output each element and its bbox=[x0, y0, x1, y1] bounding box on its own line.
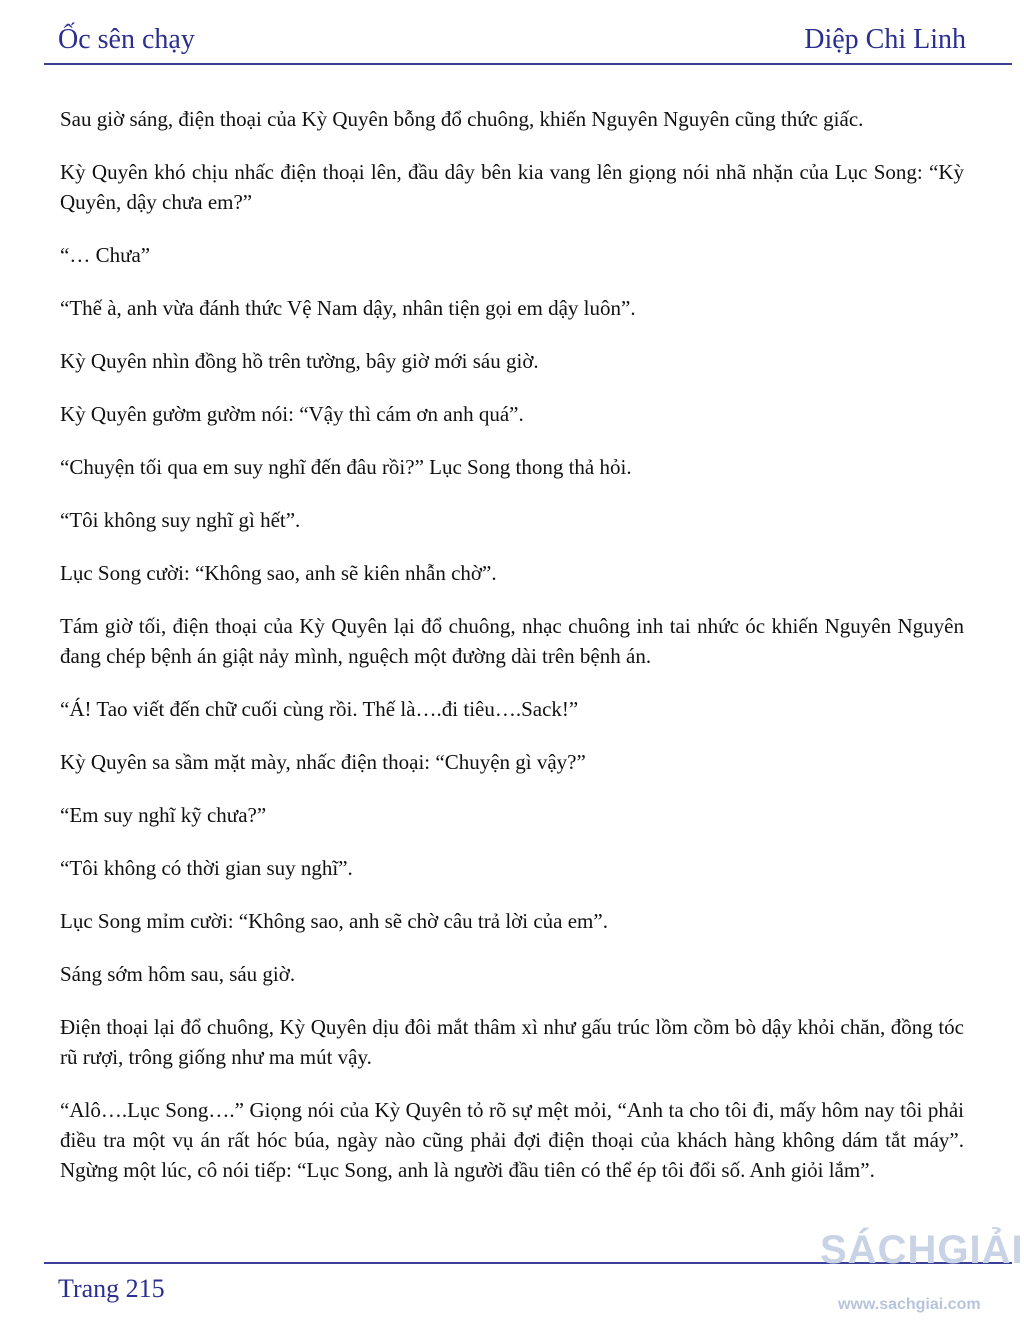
page-header bbox=[58, 22, 966, 62]
paragraph: Lục Song mỉm cười: “Không sao, anh sẽ chờ câu trả lời của em”. bbox=[60, 909, 608, 933]
paragraph: Tám giờ tối, điện thoại của Kỳ Quyên lại đổ chuông, nhạc chuông inh tai nhức óc khiến Nguyên Nguyên đang chép bệnh án giật nảy mình, nguệch một đường dài trên bệnh án. bbox=[60, 614, 964, 668]
paragraph: “Chuyện tối qua em suy nghĩ đến đâu rồi?” Lục Song thong thả hỏi. bbox=[60, 455, 632, 479]
paragraph: Kỳ Quyên sa sầm mặt mày, nhấc điện thoại: “Chuyện gì vậy?” bbox=[60, 750, 586, 774]
paragraph: “Tôi không suy nghĩ gì hết”. bbox=[60, 508, 301, 532]
watermark bbox=[820, 1218, 1024, 1318]
book-title: Ốc sên chạy bbox=[58, 24, 195, 55]
paragraph: Điện thoại lại đổ chuông, Kỳ Quyên dịu đôi mắt thâm xì như gấu trúc lồm cồm bò dậy khỏi chăn, đồng tóc rũ rượi, trông giống như ma mút vậy. bbox=[60, 1015, 964, 1069]
paragraph: “Thế à, anh vừa đánh thức Vệ Nam dậy, nhân tiện gọi em dậy luôn”. bbox=[60, 296, 636, 320]
paragraph: Sau giờ sáng, điện thoại của Kỳ Quyên bỗng đổ chuông, khiến Nguyên Nguyên cũng thức giấc. bbox=[60, 107, 864, 131]
paragraph: Sáng sớm hôm sau, sáu giờ. bbox=[60, 962, 296, 986]
paragraph: Kỳ Quyên khó chịu nhấc điện thoại lên, đầu dây bên kia vang lên giọng nói nhã nhặn của Lục Song: “Kỳ Quyên, dậy chưa em?” bbox=[60, 160, 964, 214]
paragraph: “… Chưa” bbox=[60, 243, 151, 267]
header-divider bbox=[44, 63, 1012, 65]
paragraph: “Alô….Lục Song….” Giọng nói của Kỳ Quyên tỏ rõ sự mệt mỏi, “Anh ta cho tôi đi, mấy hôm nay tôi phải điều tra một vụ án rất hóc búa, ngày nào cũng phải đợi điện thoại của khách hàng không dám tắt máy”. Ngừng một lúc, cô nói tiếp: “Lục Song, anh là người đầu tiên có thể ép tôi đổi số. Anh giỏi lắm”. bbox=[60, 1098, 964, 1182]
watermark-logo: SÁCHGIẢI bbox=[820, 1228, 1024, 1272]
paragraph: “Tôi không có thời gian suy nghĩ”. bbox=[60, 856, 353, 880]
page-body bbox=[60, 104, 964, 1208]
page-number: Trang 215 bbox=[58, 1274, 165, 1303]
author-name: Diệp Chi Linh bbox=[804, 24, 966, 55]
paragraph: “Á! Tao viết đến chữ cuối cùng rồi. Thế là….đi tiêu….Sack!” bbox=[60, 697, 579, 721]
paragraph: Lục Song cười: “Không sao, anh sẽ kiên nhẫn chờ”. bbox=[60, 561, 497, 585]
paragraph: “Em suy nghĩ kỹ chưa?” bbox=[60, 803, 267, 827]
watermark-url: www.sachgiai.com bbox=[838, 1296, 981, 1313]
paragraph: Kỳ Quyên gườm gườm nói: “Vậy thì cám ơn anh quá”. bbox=[60, 402, 524, 426]
paragraph: Kỳ Quyên nhìn đồng hồ trên tường, bây giờ mới sáu giờ. bbox=[60, 349, 539, 373]
footer-divider bbox=[44, 1262, 1012, 1264]
